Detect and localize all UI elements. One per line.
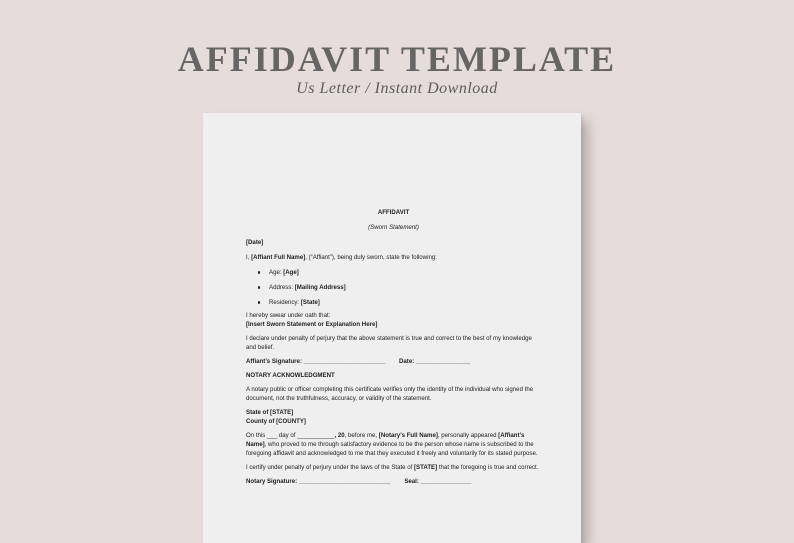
intro-text-end: , (“Affiant”), being duly sworn, state the following: [305,254,437,261]
notary-heading: NOTARY ACKNOWLEDGMENT [246,372,335,379]
affiant-signature-line [246,357,541,366]
list-item [246,298,541,307]
affiant-name-placeholder: [Affiant’s Name] [246,432,525,448]
ack-year: , 20 [334,432,345,439]
county-line: County of [COUNTY] [246,418,306,425]
ack-text: On this ___ day of ___________ [246,432,335,439]
certify-paragraph [246,463,541,472]
affiant-date-field: Date: ________________ [399,358,471,365]
affiant-signature-field: Affiant’s Signature: ________________________ [246,358,386,365]
affiant-details-list [246,268,541,307]
ack-text: , personally appeared [437,432,499,439]
state-placeholder: [STATE] [414,464,438,471]
state-line: State of [STATE] [246,409,294,416]
document-title: AFFIDAVIT [377,209,410,216]
ack-text: , who proved to me through satisfactory evidence to be the person whose name is subscribed to the foregoing affidavit and acknowledged to me that they executed it freely and voluntarily for its stated purpose. [246,441,538,457]
page-title: AFFIDAVIT TEMPLATE [177,39,617,79]
certify-text: I certify under penalty of perjury under the laws of the State of [246,464,415,471]
document-page [203,113,581,543]
notary-signature-line [246,477,541,486]
oath-line: I hereby swear under oath that: [246,312,331,319]
date-placeholder: [Date] [246,239,264,246]
list-item-value: [Age] [283,269,299,276]
oath-placeholder: [Insert Sworn Statement or Explanation Here] [246,321,378,328]
seal-field: Seal: _______________ [404,478,472,485]
document-subtitle: (Sworn Statement) [368,224,419,231]
affiant-name-placeholder: [Affiant Full Name] [251,254,306,261]
intro-text: I, [246,254,252,261]
document-body [246,208,541,486]
list-item-label: Residency: [269,299,301,306]
declaration-paragraph: I declare under penalty of perjury that the above statement is true and correct to the best of my knowledge and belief. [246,335,532,351]
notary-signature-field: Notary Signature: ___________________________ [246,478,391,485]
list-item-label: Address: [269,284,295,291]
list-item-value: [State] [300,299,320,306]
certify-text-end: that the foregoing is true and correct. [437,464,539,471]
list-item-value: [Mailing Address] [294,284,346,291]
ack-text: , before me, [344,432,379,439]
list-item [246,283,541,292]
page-subtitle: Us Letter / Instant Download [296,80,498,97]
acknowledgment-paragraph [246,431,541,458]
notary-name-placeholder: [Notary’s Full Name] [378,432,438,439]
notary-disclaimer: A notary public or officer completing this certificate verifies only the identity of the individual who signed the document, not the truthfulness, accuracy, or validity of the statement. [246,386,534,402]
list-item [246,268,541,277]
intro-paragraph [246,253,541,262]
list-item-label: Age: [269,269,284,276]
